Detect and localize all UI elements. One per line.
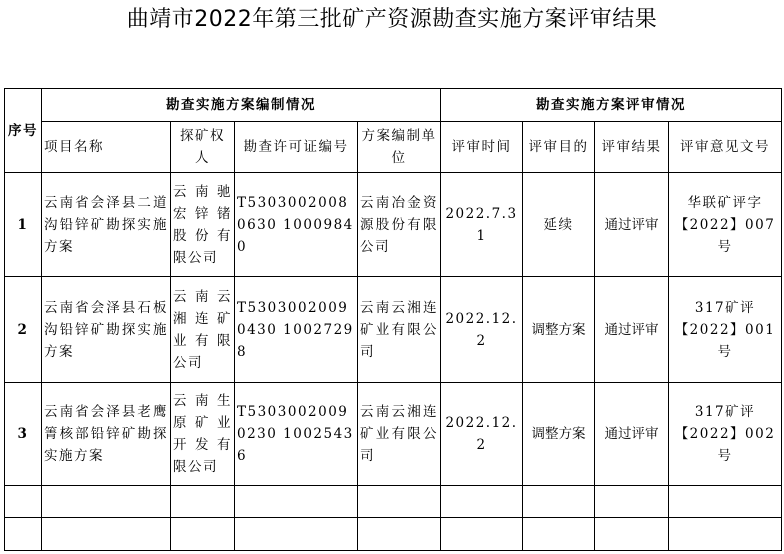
row-opinion-doc-no-line2: 【2022】002号 <box>674 426 776 464</box>
row-seq: 1 <box>5 173 42 277</box>
col-header-review-result: 评审结果 <box>595 122 669 173</box>
row-opinion-doc-no-line2: 【2022】007号 <box>674 216 776 255</box>
row-permit-no: T53030020090430 10027298 <box>235 277 358 383</box>
document-title: 曲靖市2022年第三批矿产资源勘查实施方案评审结果 <box>126 7 658 32</box>
col-header-mining-right-holder: 探矿权人 <box>171 122 235 173</box>
col-header-project-name: 项目名称 <box>42 122 171 173</box>
row-mining-right-holder: 云南生原矿业开发有限公司 <box>171 383 235 486</box>
empty-row <box>5 518 782 551</box>
row-seq: 3 <box>5 383 42 486</box>
col-header-permit-no: 勘查许可证编号 <box>235 122 358 173</box>
row-review-purpose: 调整方案 <box>523 277 595 383</box>
col-header-review-purpose: 评审目的 <box>523 122 595 173</box>
row-review-result: 通过评审 <box>595 173 669 277</box>
group-header-row <box>5 89 782 122</box>
column-header-row <box>5 122 782 173</box>
row-review-purpose: 延续 <box>523 173 595 277</box>
row-review-time: 2022.7.31 <box>441 173 523 277</box>
review-results-table <box>4 88 782 551</box>
row-seq: 2 <box>5 277 42 383</box>
table-row <box>5 173 782 277</box>
row-mining-right-holder: 云南驰宏锌锗股份有限公司 <box>171 173 235 277</box>
row-review-time: 2022.12.2 <box>441 383 523 486</box>
row-opinion-doc-no-line1: 华联矿评字 <box>687 194 763 211</box>
row-compiling-unit: 云南云湘连矿业有限公司 <box>358 383 441 486</box>
review-group-header: 勘查实施方案评审情况 <box>441 89 782 122</box>
row-compiling-unit: 云南云湘连矿业有限公司 <box>358 277 441 383</box>
row-opinion-doc-no <box>669 173 782 277</box>
row-project-name: 云南省会泽县老鹰箐核部铅锌矿勘探实施方案 <box>42 383 171 486</box>
row-project-name: 云南省会泽县二道沟铅锌矿勘探实施方案 <box>42 173 171 277</box>
col-header-compiling-unit: 方案编制单位 <box>358 122 441 173</box>
row-review-time: 2022.12.2 <box>441 277 523 383</box>
row-permit-no: T53030020080630 10009840 <box>235 173 358 277</box>
table-row <box>5 383 782 486</box>
row-review-result: 通过评审 <box>595 277 669 383</box>
table-row <box>5 277 782 383</box>
compile-group-header: 勘查实施方案编制情况 <box>42 89 441 122</box>
col-header-review-time: 评审时间 <box>441 122 523 173</box>
row-project-name: 云南省会泽县石板沟铅锌矿勘探实施方案 <box>42 277 171 383</box>
row-opinion-doc-no-line1: 317矿评 <box>694 299 756 316</box>
row-opinion-doc-no <box>669 383 782 486</box>
seq-header: 序号 <box>5 89 42 173</box>
row-opinion-doc-no-line1: 317矿评 <box>694 404 756 420</box>
empty-row <box>5 486 782 518</box>
row-review-purpose: 调整方案 <box>523 383 595 486</box>
row-opinion-doc-no <box>669 277 782 383</box>
row-mining-right-holder: 云南云湘连矿业有限公司 <box>171 277 235 383</box>
row-permit-no: T53030020090230 10025436 <box>235 383 358 486</box>
row-review-result: 通过评审 <box>595 383 669 486</box>
row-opinion-doc-no-line2: 【2022】001号 <box>674 321 776 360</box>
col-header-opinion-doc-no: 评审意见文号 <box>669 122 782 173</box>
row-compiling-unit: 云南冶金资源股份有限公司 <box>358 173 441 277</box>
